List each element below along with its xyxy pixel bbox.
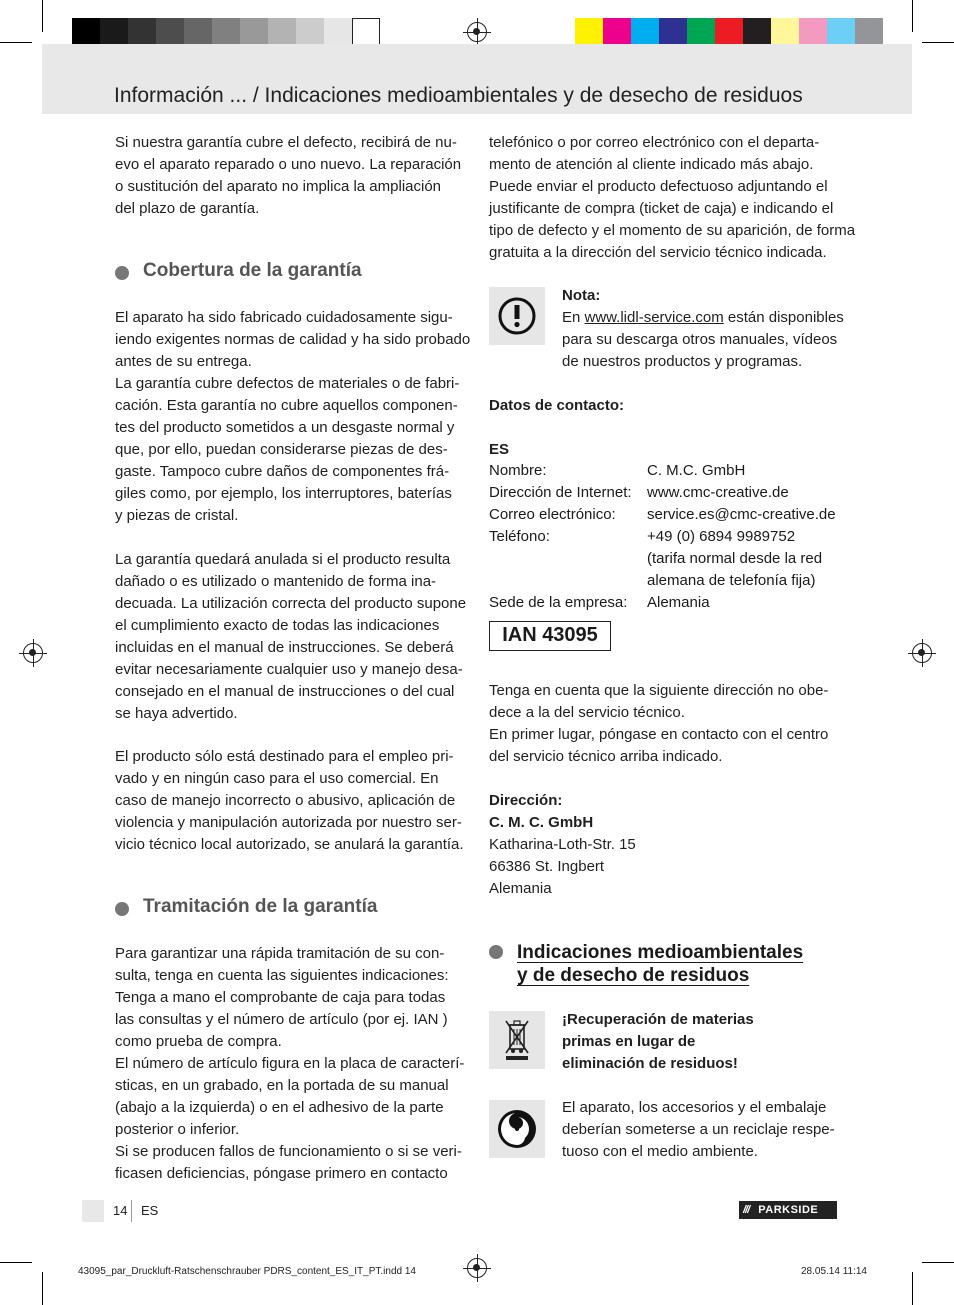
text-line: se haya advertido. xyxy=(115,705,238,722)
text-line: La garantía cubre defectos de materiales o de fabri- xyxy=(115,375,460,392)
text-line: El producto sólo está destinado para el empleo pri- xyxy=(115,748,454,765)
text-line: cación. Esta garantía no cubre aquellos componen- xyxy=(115,397,458,414)
continuation-paragraph xyxy=(489,132,855,264)
text-line: Si se producen fallos de funcionamiento o si se veri- xyxy=(115,1143,462,1160)
note-suffix: están disponibles xyxy=(723,309,844,326)
text-line: violencia y manipulación autorizada por nuestro ser- xyxy=(115,814,462,831)
contact-value: www.cmc-creative.de xyxy=(647,484,789,501)
registration-mark-icon xyxy=(467,1258,487,1278)
color-swatch xyxy=(324,18,352,46)
address-lines xyxy=(489,834,636,900)
print-slug-date: 28.05.14 11:14 xyxy=(801,1266,867,1277)
text-line: El número de artículo figura en la placa de caracterí- xyxy=(115,1055,465,1072)
text-line: vicio técnico local autorizado, se anulará la garantía. xyxy=(115,836,464,853)
bullet-icon xyxy=(115,902,129,916)
crop-mark xyxy=(922,1262,954,1263)
color-swatch xyxy=(240,18,268,46)
text-line: como prueba de compra. xyxy=(115,1033,282,1050)
color-swatch xyxy=(212,18,240,46)
coverage-paragraph-3 xyxy=(115,746,464,856)
text-line: Katharina-Loth-Str. 15 xyxy=(489,836,636,853)
text-line: del servicio técnico arriba indicado. xyxy=(489,748,723,765)
text-line: (abajo a la izquierda) o en el adhesivo de la parte xyxy=(115,1099,444,1116)
contact-label: Sede de la empresa: xyxy=(489,594,628,611)
processing-heading: Tramitación de la garantía xyxy=(143,896,378,917)
contact-label: Nombre: xyxy=(489,462,547,479)
text-line: posterior o inferior. xyxy=(115,1121,240,1138)
contact-value: service.es@cmc-creative.de xyxy=(647,506,836,523)
contact-value: (tarifa normal desde la red xyxy=(647,550,823,567)
color-swatch xyxy=(631,18,659,46)
text-line: mento de atención al cliente indicado más abajo. xyxy=(489,156,814,173)
text-line: dece a la del servicio técnico. xyxy=(489,704,685,721)
text-line: Alemania xyxy=(489,880,552,897)
text-line: del plazo de garantía. xyxy=(115,200,260,217)
text-line: sulta, tenga en cuenta las siguientes indicaciones: xyxy=(115,967,449,984)
text-line: caso de manejo incorrecto o abusivo, aplicación de xyxy=(115,792,456,809)
ian-badge: IAN 43095 xyxy=(489,621,611,651)
green-dot-recycling-icon xyxy=(489,1100,545,1158)
crop-mark xyxy=(912,1272,913,1305)
text-line: El aparato ha sido fabricado cuidadosamente sigu- xyxy=(115,309,453,326)
lidl-service-link[interactable]: www.lidl-service.com xyxy=(584,309,724,326)
text-line: Tenga en cuenta que la siguiente dirección no obe- xyxy=(489,682,829,699)
print-slug-file: 43095_par_Druckluft-Ratschenschrauber PDRS_content_ES_IT_PT.indd 14 xyxy=(78,1266,416,1277)
recycle-text xyxy=(562,1097,835,1163)
color-swatch xyxy=(771,18,799,46)
text-line: consejado en el manual de instrucciones o del cual xyxy=(115,683,455,700)
text-line: justificante de compra (ticket de caja) e indicando el xyxy=(489,200,834,217)
text-line: las consultas y el número de artículo (por ej. IAN ) xyxy=(115,1011,448,1028)
processing-paragraph xyxy=(115,943,464,1185)
weee-icon-box xyxy=(489,1011,545,1069)
text-line: que, por ello, puedan considerarse piezas de des- xyxy=(115,441,448,458)
address-label: Dirección: xyxy=(489,792,563,809)
recycle-bold-text xyxy=(562,1009,754,1075)
text-line: Tenga a mano el comprobante de caja para todas xyxy=(115,989,446,1006)
text-line: de nuestros productos y programas. xyxy=(562,353,803,370)
crop-mark xyxy=(922,42,954,43)
registration-mark-icon xyxy=(23,643,43,663)
text-line: Puede enviar el producto defectuoso adjuntando el xyxy=(489,178,828,195)
page-title: Información ... / Indicaciones medioambientales y de desecho de residuos xyxy=(114,84,803,107)
text-line: dañado o es utilizado o mantenido de forma ina- xyxy=(115,573,437,590)
coverage-paragraph-2 xyxy=(115,549,466,725)
text-line: gaste. Tampoco cubre daños de componentes frá- xyxy=(115,463,450,480)
text-line: decuada. La utilización correcta del producto supone xyxy=(115,595,467,612)
text-line: y piezas de cristal. xyxy=(115,507,239,524)
address-block xyxy=(489,790,636,900)
contact-value: +49 (0) 6894 9989752 xyxy=(647,528,796,545)
contact-value: Alemania xyxy=(647,594,710,611)
contact-country: ES xyxy=(489,441,510,458)
text-line: En primer lugar, póngase en contacto con el centro xyxy=(489,726,829,743)
text-line: Si nuestra garantía cubre el defecto, recibirá de nu- xyxy=(115,134,457,151)
coverage-paragraph-1 xyxy=(115,307,470,527)
color-swatch xyxy=(296,18,324,46)
text-line: El aparato, los accesorios y el embalaje xyxy=(562,1099,827,1116)
environment-heading-line: y de desecho de residuos xyxy=(517,965,750,986)
footer-divider xyxy=(131,1200,132,1222)
color-swatch xyxy=(603,18,631,46)
color-swatch xyxy=(855,18,883,46)
text-line: Para garantizar una rápida tramitación de su con- xyxy=(115,945,445,962)
text-line: primas en lugar de xyxy=(562,1033,696,1050)
color-swatch xyxy=(352,18,380,46)
intro-paragraph xyxy=(115,132,461,220)
text-line: La garantía quedará anulada si el producto resulta xyxy=(115,551,451,568)
text-line: evo el aparato reparado o uno nuevo. La reparación xyxy=(115,156,462,173)
color-swatch xyxy=(687,18,715,46)
color-swatch xyxy=(827,18,855,46)
text-line: eliminación de residuos! xyxy=(562,1055,738,1072)
contact-label: Teléfono: xyxy=(489,528,550,545)
text-line: o sustitución del aparato no implica la ampliación xyxy=(115,178,442,195)
contact-label: Correo electrónico: xyxy=(489,506,616,523)
address-company: C. M. C. GmbH xyxy=(489,814,594,831)
environment-heading-line: Indicaciones medioambientales xyxy=(517,942,804,963)
coverage-heading: Cobertura de la garantía xyxy=(143,260,362,281)
exclamation-icon xyxy=(489,287,545,345)
crop-mark xyxy=(0,1262,32,1263)
environment-heading xyxy=(517,941,803,987)
color-swatch xyxy=(659,18,687,46)
text-line: vado y en ningún caso para el uso comercial. En xyxy=(115,770,439,787)
text-line: 66386 St. Ingbert xyxy=(489,858,605,875)
text-line: deberían someterse a un reciclaje respe- xyxy=(562,1121,835,1138)
text-line: tipo de defecto y el momento de su aparición, de forma xyxy=(489,222,856,239)
crossed-out-bin-icon xyxy=(489,1011,545,1069)
footer-marker xyxy=(82,1200,104,1222)
text-line: antes de su entrega. xyxy=(115,353,252,370)
text-line: telefónico o por correo electrónico con el departa- xyxy=(489,134,820,151)
page-number: 14 xyxy=(113,1203,128,1218)
color-swatch xyxy=(268,18,296,46)
color-swatch xyxy=(72,18,100,46)
note-icon-box xyxy=(489,287,545,345)
color-swatch xyxy=(715,18,743,46)
text-line: tes del producto sometidos a un desgaste normal y xyxy=(115,419,455,436)
text-line: sticas, en un grabado, en la portada de su manual xyxy=(115,1077,449,1094)
crop-mark xyxy=(42,1272,43,1305)
text-line: giles como, por ejemplo, los interruptores, baterías xyxy=(115,485,452,502)
color-swatch xyxy=(100,18,128,46)
brand-name: PARKSIDE xyxy=(758,1204,819,1216)
note-first-line xyxy=(562,307,844,329)
logo-stripes-icon: /// xyxy=(743,1204,750,1216)
crop-mark xyxy=(912,0,913,32)
color-swatch xyxy=(799,18,827,46)
color-swatch xyxy=(184,18,212,46)
bullet-icon xyxy=(489,945,503,959)
note-label: Nota: xyxy=(562,287,601,304)
text-line: evitar necesariamente cualquier uso y manejo desa- xyxy=(115,661,463,678)
text-line: gratuita a la dirección del servicio técnico indicada. xyxy=(489,244,827,261)
contact-heading: Datos de contacto: xyxy=(489,397,625,414)
language-code: ES xyxy=(141,1203,159,1218)
contact-label: Dirección de Internet: xyxy=(489,484,632,501)
address-note xyxy=(489,680,828,768)
color-swatch xyxy=(743,18,771,46)
registration-mark-icon xyxy=(467,22,487,42)
text-line: ficasen deficiencias, póngase primero en contacto xyxy=(115,1165,448,1182)
note-rest xyxy=(562,329,844,373)
text-line: el cumplimiento exacto de todas las indicaciones xyxy=(115,617,440,634)
text-line: tuoso con el medio ambiente. xyxy=(562,1143,758,1160)
color-swatch xyxy=(128,18,156,46)
bullet-icon xyxy=(115,266,129,280)
color-swatch xyxy=(156,18,184,46)
parkside-logo xyxy=(739,1201,837,1219)
color-swatch xyxy=(575,18,603,46)
contact-value: C. M.C. GmbH xyxy=(647,462,746,479)
note-block xyxy=(562,285,844,373)
contact-value: alemana de telefonía fija) xyxy=(647,572,816,589)
registration-mark-icon xyxy=(912,643,932,663)
crop-mark xyxy=(42,0,43,32)
text-line: incluidas en el manual de instrucciones. Se deberá xyxy=(115,639,454,656)
note-prefix: En xyxy=(562,309,585,326)
crop-mark xyxy=(0,42,32,43)
text-line: iendo exigentes normas de calidad y ha sido probado xyxy=(115,331,471,348)
green-dot-icon-box xyxy=(489,1100,545,1158)
text-line: para su descarga otros manuales, vídeos xyxy=(562,331,838,348)
text-line: ¡Recuperación de materias xyxy=(562,1011,754,1028)
